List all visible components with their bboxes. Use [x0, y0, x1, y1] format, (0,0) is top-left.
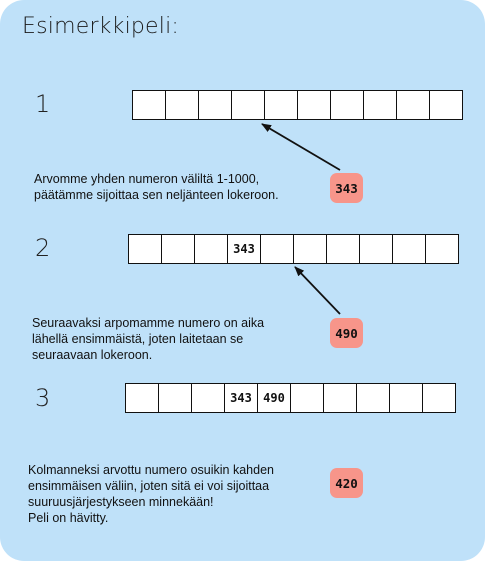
- slot-cell: [363, 90, 397, 120]
- step-1-number: 1: [35, 90, 51, 118]
- step-3-slots-row: [125, 383, 456, 413]
- slot-cell: [356, 383, 390, 413]
- slot-cell: 490: [257, 383, 291, 413]
- slot-cell: [125, 383, 159, 413]
- slot-cell: [132, 90, 166, 120]
- slot-cell: 343: [224, 383, 258, 413]
- step-2-description: Seuraavaksi arpomamme numero on aika lähellä ensimmäistä, joten laitetaan se seuraavaan lokeroon.: [32, 316, 265, 362]
- arrow-icon: [295, 267, 340, 314]
- arrow-icon: [262, 124, 340, 170]
- slot-cell: [323, 383, 357, 413]
- slot-cell: [264, 90, 298, 120]
- slot-cell: [231, 90, 265, 120]
- slot-cell: [330, 90, 364, 120]
- slot-cell: [161, 234, 195, 264]
- step-2-slots-row: [128, 234, 459, 264]
- slot-cell: [425, 234, 459, 264]
- slot-cell: [128, 234, 162, 264]
- step-3-number-badge: 420: [330, 468, 363, 498]
- slot-cell: [422, 383, 456, 413]
- slot-cell: [326, 234, 360, 264]
- slot-cell: [297, 90, 331, 120]
- slot-cell: [194, 234, 228, 264]
- step-1-slots-row: [132, 90, 463, 120]
- slot-cell: [165, 90, 199, 120]
- slot-cell: [191, 383, 225, 413]
- page-title: Esimerkkipeli:: [22, 14, 180, 39]
- slot-cell: [359, 234, 393, 264]
- slot-cell: [293, 234, 327, 264]
- slot-cell: [260, 234, 294, 264]
- step-1-number-badge: 343: [330, 173, 363, 203]
- slot-cell: [429, 90, 463, 120]
- slot-cell: [392, 234, 426, 264]
- step-2-number-badge: 490: [330, 318, 363, 348]
- slot-cell: [198, 90, 232, 120]
- step-1-description: Arvomme yhden numeron väliltä 1-1000, päätämme sijoittaa sen neljänteen lokeroon.: [34, 172, 279, 202]
- slot-cell: 343: [227, 234, 261, 264]
- step-2-number: 2: [35, 234, 51, 262]
- slot-cell: [158, 383, 192, 413]
- step-3-number: 3: [35, 384, 51, 412]
- slot-cell: [396, 90, 430, 120]
- slot-cell: [290, 383, 324, 413]
- slot-cell: [389, 383, 423, 413]
- step-3-description: Kolmanneksi arvottu numero osuikin kahden ensimmäisen väliin, joten sitä ei voi sijoittaa suuruusjärjestykseen minnekään! Peli on hävitty.: [28, 463, 274, 525]
